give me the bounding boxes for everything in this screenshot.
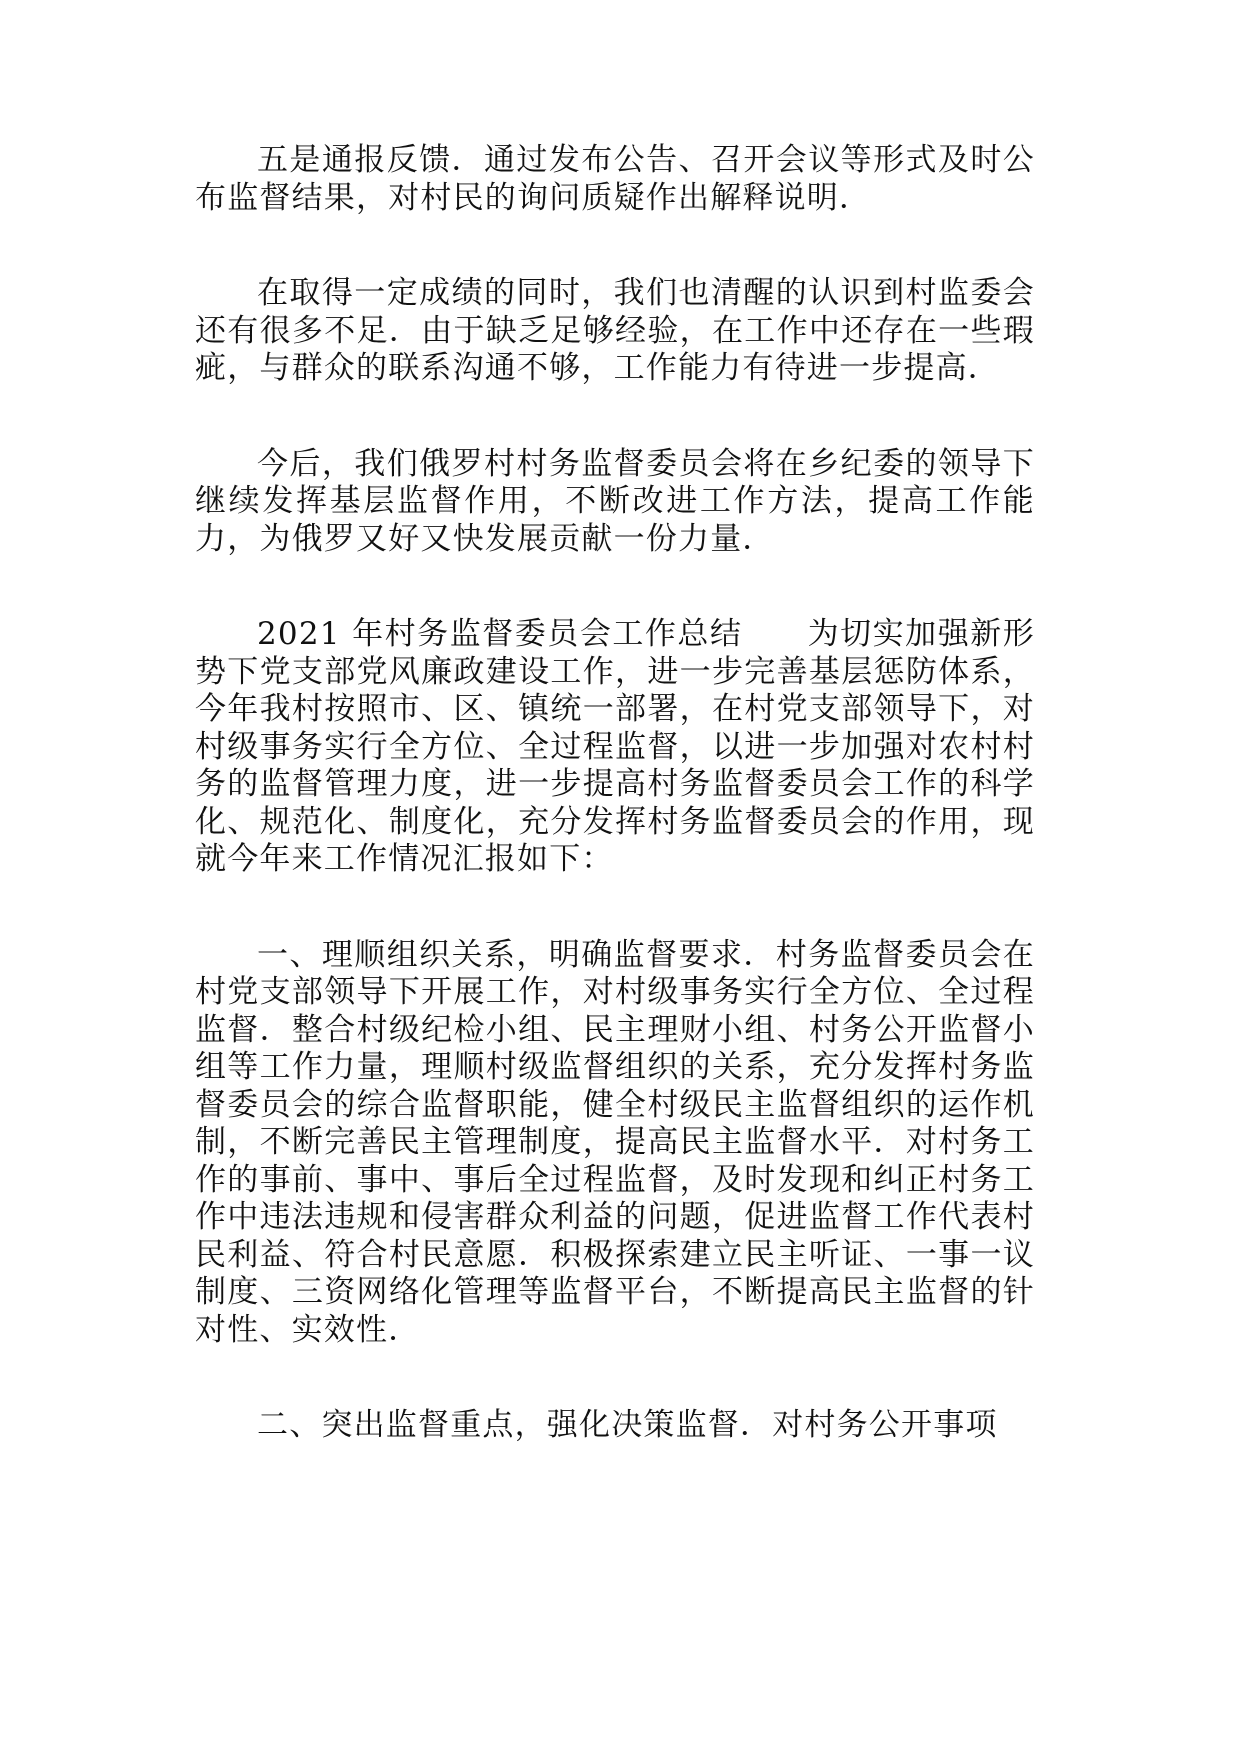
document-body: [195, 142, 1035, 1445]
paragraph-section-two: 二、突出监督重点，强化决策监督．对村务公开事项: [257, 1407, 998, 1443]
paragraph-report-feedback: 五是通报反馈．通过发布公告、召开会议等形式及时公布监督结果，对村民的询问质疑作出解释说明．: [195, 142, 1035, 216]
paragraph-section-one: 一、理顺组织关系，明确监督要求．村务监督委员会在村党支部领导下开展工作，对村级事务实行全方位、全过程监督．整合村级纪检小组、民主理财小组、村务公开监督小组等工作力量，理顺村级监督组织的关系，充分发挥村务监督委员会的综合监督职能，健全村级民主监督组织的运作机制，不断完善民主管理制度，提高民主监督水平．对村务工作的事前、事中、事后全过程监督，及时发现和纠正村务工作中违法违规和侵害群众利益的问题，促进监督工作代表村民利益、符合村民意愿．积极探索建立民主听证、一事一议制度、三资网络化管理等监督平台，不断提高民主监督的针对性、实效性．: [195, 936, 1035, 1348]
paragraph-shortcomings: 在取得一定成绩的同时，我们也清醒的认识到村监委会还有很多不足．由于缺乏足够经验，在工作中还存在一些瑕疵，与群众的联系沟通不够，工作能力有待进一步提高．: [195, 275, 1035, 386]
paragraph-future-plans: 今后，我们俄罗村村务监督委员会将在乡纪委的领导下继续发挥基层监督作用，不断改进工作方法，提高工作能力，为俄罗又好又快发展贡献一份力量．: [195, 445, 1035, 557]
paragraph-summary-intro: 2021 年村务监督委员会工作总结 为切实加强新形势下党支部党风廉政建设工作，进一步完善基层惩防体系，今年我村按照市、区、镇统一部署，在村党支部领导下，对村级事务实行全方位、全过程监督，以进一步加强对农村村务的监督管理力度，进一步提高村务监督委员会工作的科学化、规范化、制度化，充分发挥村务监督委员会的作用，现就今年来工作情况汇报如下：: [195, 616, 1035, 877]
